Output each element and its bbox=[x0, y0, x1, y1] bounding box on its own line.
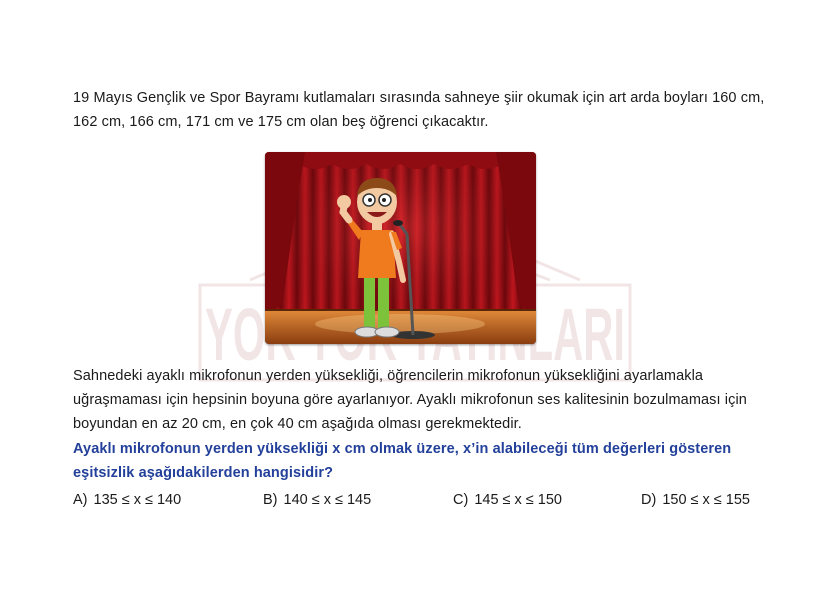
stage-boy-microphone-icon bbox=[265, 152, 536, 344]
option-a[interactable] bbox=[73, 492, 181, 508]
stage-illustration bbox=[265, 152, 536, 344]
option-text: 145 ≤ x ≤ 150 bbox=[474, 492, 562, 508]
option-c[interactable] bbox=[453, 492, 562, 508]
body-paragraph: Sahnedeki ayaklı mikrofonun yerden yüksekliği, öğrencilerin mikrofonun yüksekliğini ayarlamakla uğraşmaması için hepsinin boyuna göre ayarlanıyor. Ayaklı mikrofonun ses kalitesinin bozulmaması için boyundan en az 20 cm, en çok 40 cm aşağıda olması gerekmektedir. bbox=[73, 368, 747, 432]
option-d[interactable] bbox=[641, 492, 750, 508]
intro-paragraph: 19 Mayıs Gençlik ve Spor Bayramı kutlamaları sırasında sahneye şiir okumak için art arda boyları 160 cm, 162 cm, 166 cm, 171 cm ve 175 cm olan beş öğrenci çıkacaktır. bbox=[73, 90, 765, 130]
option-text: 150 ≤ x ≤ 155 bbox=[662, 492, 750, 508]
option-text: 135 ≤ x ≤ 140 bbox=[93, 492, 182, 508]
option-text: 140 ≤ x ≤ 145 bbox=[283, 492, 372, 508]
question-text: Ayaklı mikrofonun yerden yüksekliği x cm olmak üzere, x’in alabileceği tüm değerleri gösteren eşitsizlik aşağıdakilerden hangisidir? bbox=[73, 441, 732, 481]
option-label: D) bbox=[641, 492, 657, 508]
option-label: C) bbox=[453, 492, 469, 508]
option-b[interactable] bbox=[263, 492, 371, 508]
answer-options bbox=[73, 492, 773, 516]
watermark-text: YOK bbox=[205, 293, 296, 376]
option-label: A) bbox=[73, 492, 88, 508]
option-label: B) bbox=[263, 492, 278, 508]
